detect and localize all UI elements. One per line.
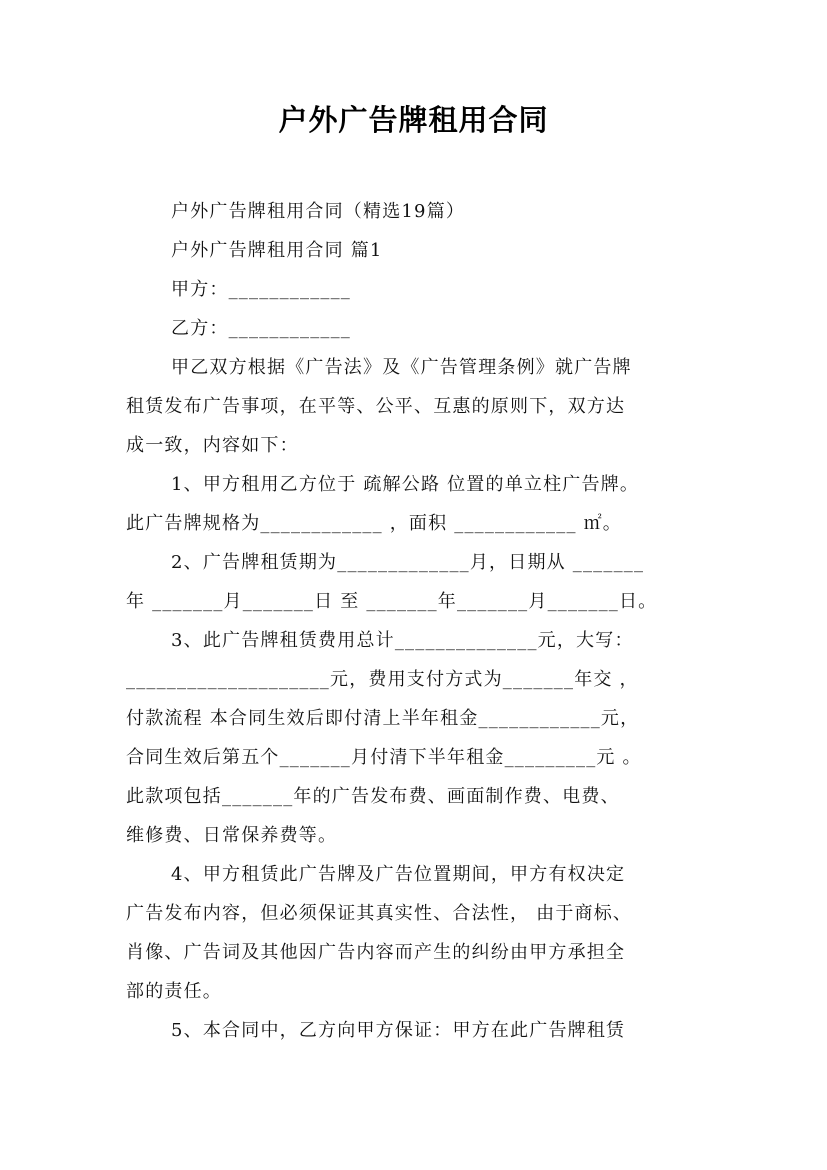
document-line: 付款流程 本合同生效后即付清上半年租金____________元， bbox=[126, 708, 640, 729]
document-line: 维修费、日常保养费等。 bbox=[126, 825, 338, 846]
document-line: 部的责任。 bbox=[126, 981, 222, 1002]
document-line: 甲乙双方根据《广告法》及《广告管理条例》就广告牌 bbox=[171, 357, 632, 378]
document-line: 3、此广告牌租赁费用总计______________元，大写： bbox=[171, 630, 634, 651]
document-line: ____________________元，费用支付方式为_______年交 ， bbox=[126, 669, 639, 690]
document-line: 广告发布内容，但必须保证其真实性、合法性， 由于商标、 bbox=[126, 903, 633, 924]
document-line: 4、甲方租赁此广告牌及广告位置期间，甲方有权决定 bbox=[171, 864, 626, 885]
document-line: 合同生效后第五个_______月付清下半年租金_________元 。 bbox=[126, 747, 642, 768]
document-line: 租赁发布广告事项，在平等、公平、互惠的原则下，双方达 bbox=[126, 396, 626, 417]
document-line: 成一致，内容如下： bbox=[126, 435, 299, 456]
document-line: 乙方：____________ bbox=[171, 318, 351, 339]
document-line: 肖像、广告词及其他因广告内容而产生的纠纷由甲方承担全 bbox=[126, 942, 626, 963]
document-line: 此款项包括_______年的广告发布费、画面制作费、电费、 bbox=[126, 786, 620, 807]
document-line: 5、本合同中，乙方向甲方保证：甲方在此广告牌租赁 bbox=[171, 1020, 626, 1041]
document-line: 户外广告牌租用合同（精选19篇） bbox=[171, 201, 466, 222]
document-line: 年 _______月_______日 至 _______年_______月_______日。 bbox=[126, 591, 658, 612]
document-line: 此广告牌规格为____________ ，面积 ____________ ㎡。 bbox=[126, 513, 622, 534]
document-line: 2、广告牌租赁期为_____________月，日期从 _______ bbox=[171, 552, 645, 573]
document-line: 甲方：____________ bbox=[171, 279, 351, 300]
document-line: 1、甲方租用乙方位于 疏解公路 位置的单立柱广告牌。 bbox=[171, 474, 640, 495]
document-line: 户外广告牌租用合同 篇1 bbox=[171, 240, 383, 261]
document-title: 户外广告牌租用合同 bbox=[278, 103, 549, 137]
document-body bbox=[126, 192, 710, 1050]
